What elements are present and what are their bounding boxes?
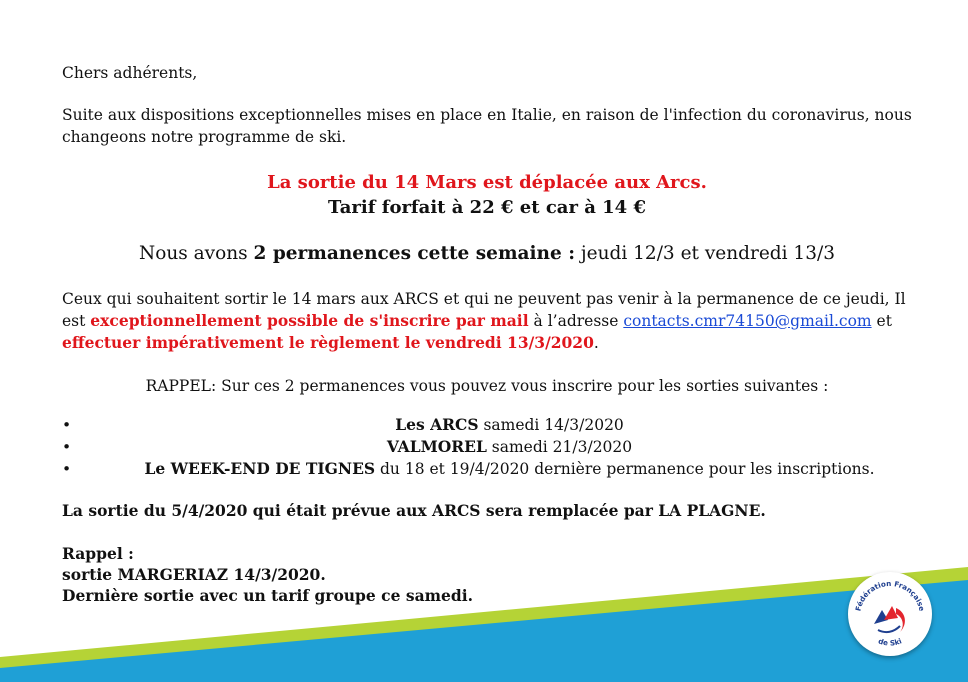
logo-track-icon (878, 626, 900, 632)
mail-text-3: et (871, 312, 892, 330)
list-item (62, 436, 937, 458)
outing-detail: samedi 14/3/2020 (478, 416, 624, 434)
intro-paragraph: Suite aux dispositions exceptionnelles mises en place en Italie, en raison de l'infection du coronavirus, nous changeons notre programme de ski. (62, 106, 912, 146)
blue-stripe (0, 580, 968, 682)
outing-detail: samedi 21/3/2020 (486, 438, 633, 456)
federation-logo (848, 572, 932, 656)
headline-moved: La sortie du 14 Mars est déplacée aux Arcs. (267, 172, 707, 193)
plagne-notice: La sortie du 5/4/2020 qui était prévue aux ARCS sera remplacée par LA PLAGNE. (62, 501, 766, 520)
mail-text-2: à l’adresse (528, 312, 624, 330)
permanences-line (62, 243, 912, 265)
outing-name: VALMOREL (386, 437, 487, 456)
reminder-line-2: Dernière sortie avec un tarif groupe ce samedi. (62, 586, 474, 605)
mail-paragraph (62, 288, 912, 354)
outing-detail: du 18 et 19/4/2020 dernière permanence pour les inscriptions. (375, 460, 875, 478)
outing-name: Le WEEK-END DE TIGNES (144, 459, 376, 478)
list-item (62, 458, 937, 480)
greeting: Chers adhérents, (62, 64, 198, 82)
permanences-bold: 2 permanences cette semaine : (253, 243, 576, 264)
logo-text-top: Fédération Française (853, 578, 927, 613)
outings-list (62, 414, 937, 480)
logo-mark (848, 572, 932, 656)
list-item (62, 414, 937, 436)
mail-highlight-2: effectuer impérativement le règlement le vendredi 13/3/2020 (62, 333, 594, 352)
mail-text-1: Ceux qui souhaitent sortir le 14 mars aux ARCS et qui ne peuvent pas venir à la permanence de ce jeudi, Il est (62, 290, 906, 330)
reminder-title: Rappel : (62, 544, 134, 563)
mail-highlight-1: exceptionnellement possible de s'inscrire par mail (90, 311, 529, 330)
decorative-band (0, 542, 968, 682)
rappel-line: RAPPEL: Sur ces 2 permanences vous pouvez vous inscrire pour les sorties suivantes : (145, 377, 829, 395)
mail-text-4: . (593, 334, 599, 352)
permanences-prefix: Nous avons (139, 243, 254, 264)
email-link[interactable]: contacts.cmr74150@gmail.com (623, 312, 872, 330)
reminder-line-1: sortie MARGERIAZ 14/3/2020. (62, 565, 326, 584)
logo-peak-icon (884, 606, 898, 620)
outing-name: Les ARCS (395, 415, 479, 434)
logo-text-bottom: de Ski (877, 636, 903, 648)
permanences-dates: jeudi 12/3 et vendredi 13/3 (575, 243, 835, 264)
headline-price: Tarif forfait à 22 € et car à 14 € (328, 197, 646, 218)
